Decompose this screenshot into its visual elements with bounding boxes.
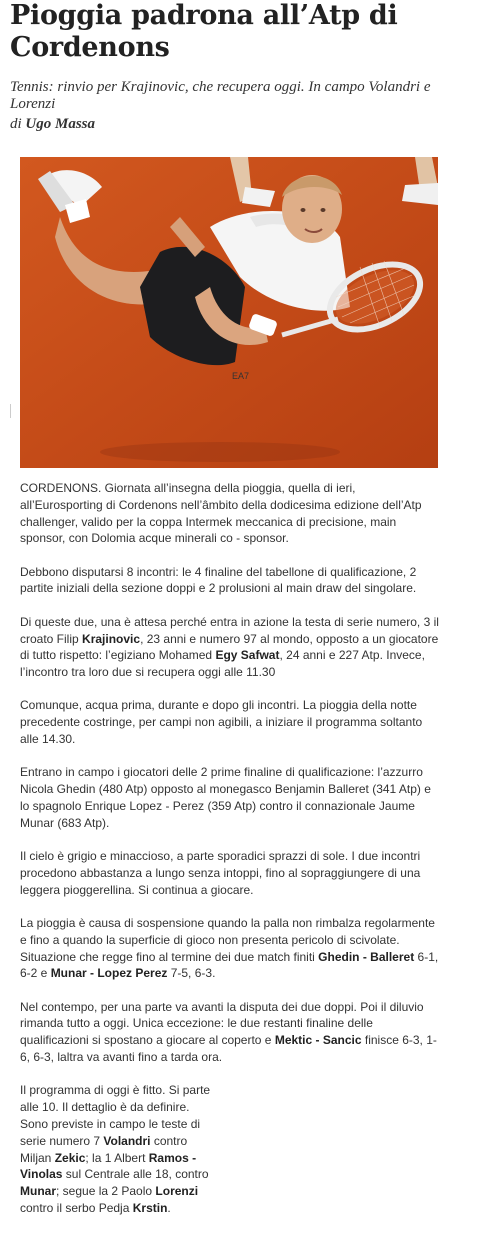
text-span: 6-1, 6-2 e <box>20 949 439 981</box>
article-subtitle: Tennis: rinvio per Krajinovic, che recupera oggi. In campo Volandri e Lorenzi <box>10 79 431 112</box>
byline-prefix: di <box>10 116 26 132</box>
match-names: Ghedin - Balleret <box>318 949 415 964</box>
text-span: ; la 1 Albert <box>85 1150 149 1165</box>
player-name: Ramos - Vinolas <box>20 1150 197 1182</box>
player-name: Volandri <box>103 1133 151 1148</box>
divider-mark <box>10 404 11 418</box>
paragraph-1: CORDENONS. Giornata all’insegna della pioggia, quella di ieri, all’Eurosporting di Cordenons nell’âmbito della dodicesima edizione dell’Atp challenger, valido per la coppa Intermek meccanica di precisione, main sponsor, con Dolomia acque minerali co - sponsor. <box>20 481 422 546</box>
player-name: Krstin <box>132 1200 168 1215</box>
tennis-player-photo <box>20 157 438 468</box>
paragraph-3 <box>20 614 440 681</box>
author-link[interactable]: Ugo Massa <box>25 116 96 132</box>
text-span: contro il serbo Pedja <box>20 1200 133 1215</box>
paragraph-6: Il cielo è grigio e minaccioso, a parte sporadici sprazzi di sole. I due incontri procedono abbastanza a lungo senza intoppi, fino al sopraggiungere di una leggera pioggerellina. Si continua a giocare. <box>20 849 421 897</box>
player-name: Lorenzi <box>155 1184 199 1199</box>
paragraph-8 <box>20 999 440 1066</box>
text-span: , 23 anni e numero 97 al mondo, opposto a un giocatore di tutto rispetto: l’egiziano Mohamed <box>20 631 439 663</box>
text-span: ; segue la 2 Paolo <box>56 1184 156 1199</box>
paragraph-2: Debbono disputarsi 8 incontri: le 4 finaline del tabellone di qualificazione, 2 partite iniziali della sezione doppi e 2 prolusioni al main draw del singolare. <box>20 564 417 596</box>
paragraph-9 <box>20 1082 220 1216</box>
text-span: Nel contempo, per una parte va avanti la disputa dei due doppi. Poi il diluvio rimanda tutto a oggi. Unica eccezione: le due restanti finaline delle qualificazioni si spostano a giocare al coperto e <box>20 999 424 1048</box>
text-span: 7-5, 6-3. <box>167 966 216 981</box>
match-names: Mektic - Sancic <box>274 1033 362 1048</box>
article-byline <box>10 116 95 133</box>
shirt-logo: EA7 <box>232 371 250 381</box>
text-span: contro Miljan <box>20 1133 188 1165</box>
player-name: Munar <box>20 1184 56 1199</box>
paragraph-7 <box>20 915 440 982</box>
article-body <box>20 480 440 1233</box>
paragraph-5: Entrano in campo i giocatori delle 2 prime finaline di qualificazione: l’azzurro Nicola Ghedin (480 Atp) opposto al monegasco Benjamin Balleret (341 Atp) e lo spagnolo Enrique Lopez - Perez (359 Atp) contro il connazionale Jaume Munar (683 Atp). <box>20 765 431 830</box>
paragraph-4: Comunque, acqua prima, durante e dopo gli incontri. La pioggia della notte precedente costringe, per campi non agibili, a iniziare il programma soltanto alle 14.30. <box>20 698 423 747</box>
text-span: , 24 anni e 227 Atp. Invece, l’incontro tra loro due si recupera oggi alle 11.30 <box>20 648 425 680</box>
player-name: Krajinovic <box>82 631 141 646</box>
article-title: Pioggia padrona all’Atp di Cordenons <box>10 0 398 63</box>
text-span: finisce 6-3, 1-6, 6-3, laltra va avanti fino a tarda ora. <box>20 1033 437 1065</box>
text-span: La pioggia è causa di sospensione quando la palla non rimbalza regolarmente e fino a quando la superficie di gioco non presenta pericolo di scivolate. Situazione che regge fino al termine dei due match finiti <box>20 915 435 964</box>
match-names: Munar - Lopez Perez <box>50 966 168 981</box>
article-photo <box>20 157 438 468</box>
text-span: Il programma di oggi è fitto. Si parte alle 10. Il dettaglio è da definire. Sono previste in campo le teste di serie numero 7 <box>20 1083 211 1148</box>
player-name: Zekic <box>54 1150 86 1165</box>
text-span: . <box>167 1200 171 1215</box>
player-name: Egy Safwat <box>215 648 280 663</box>
text-span: sul Centrale alle 18, contro <box>62 1167 209 1182</box>
text-span: Di queste due, una è attesa perché entra in azione la testa di serie numero, 3 il croato Filip <box>20 614 439 646</box>
